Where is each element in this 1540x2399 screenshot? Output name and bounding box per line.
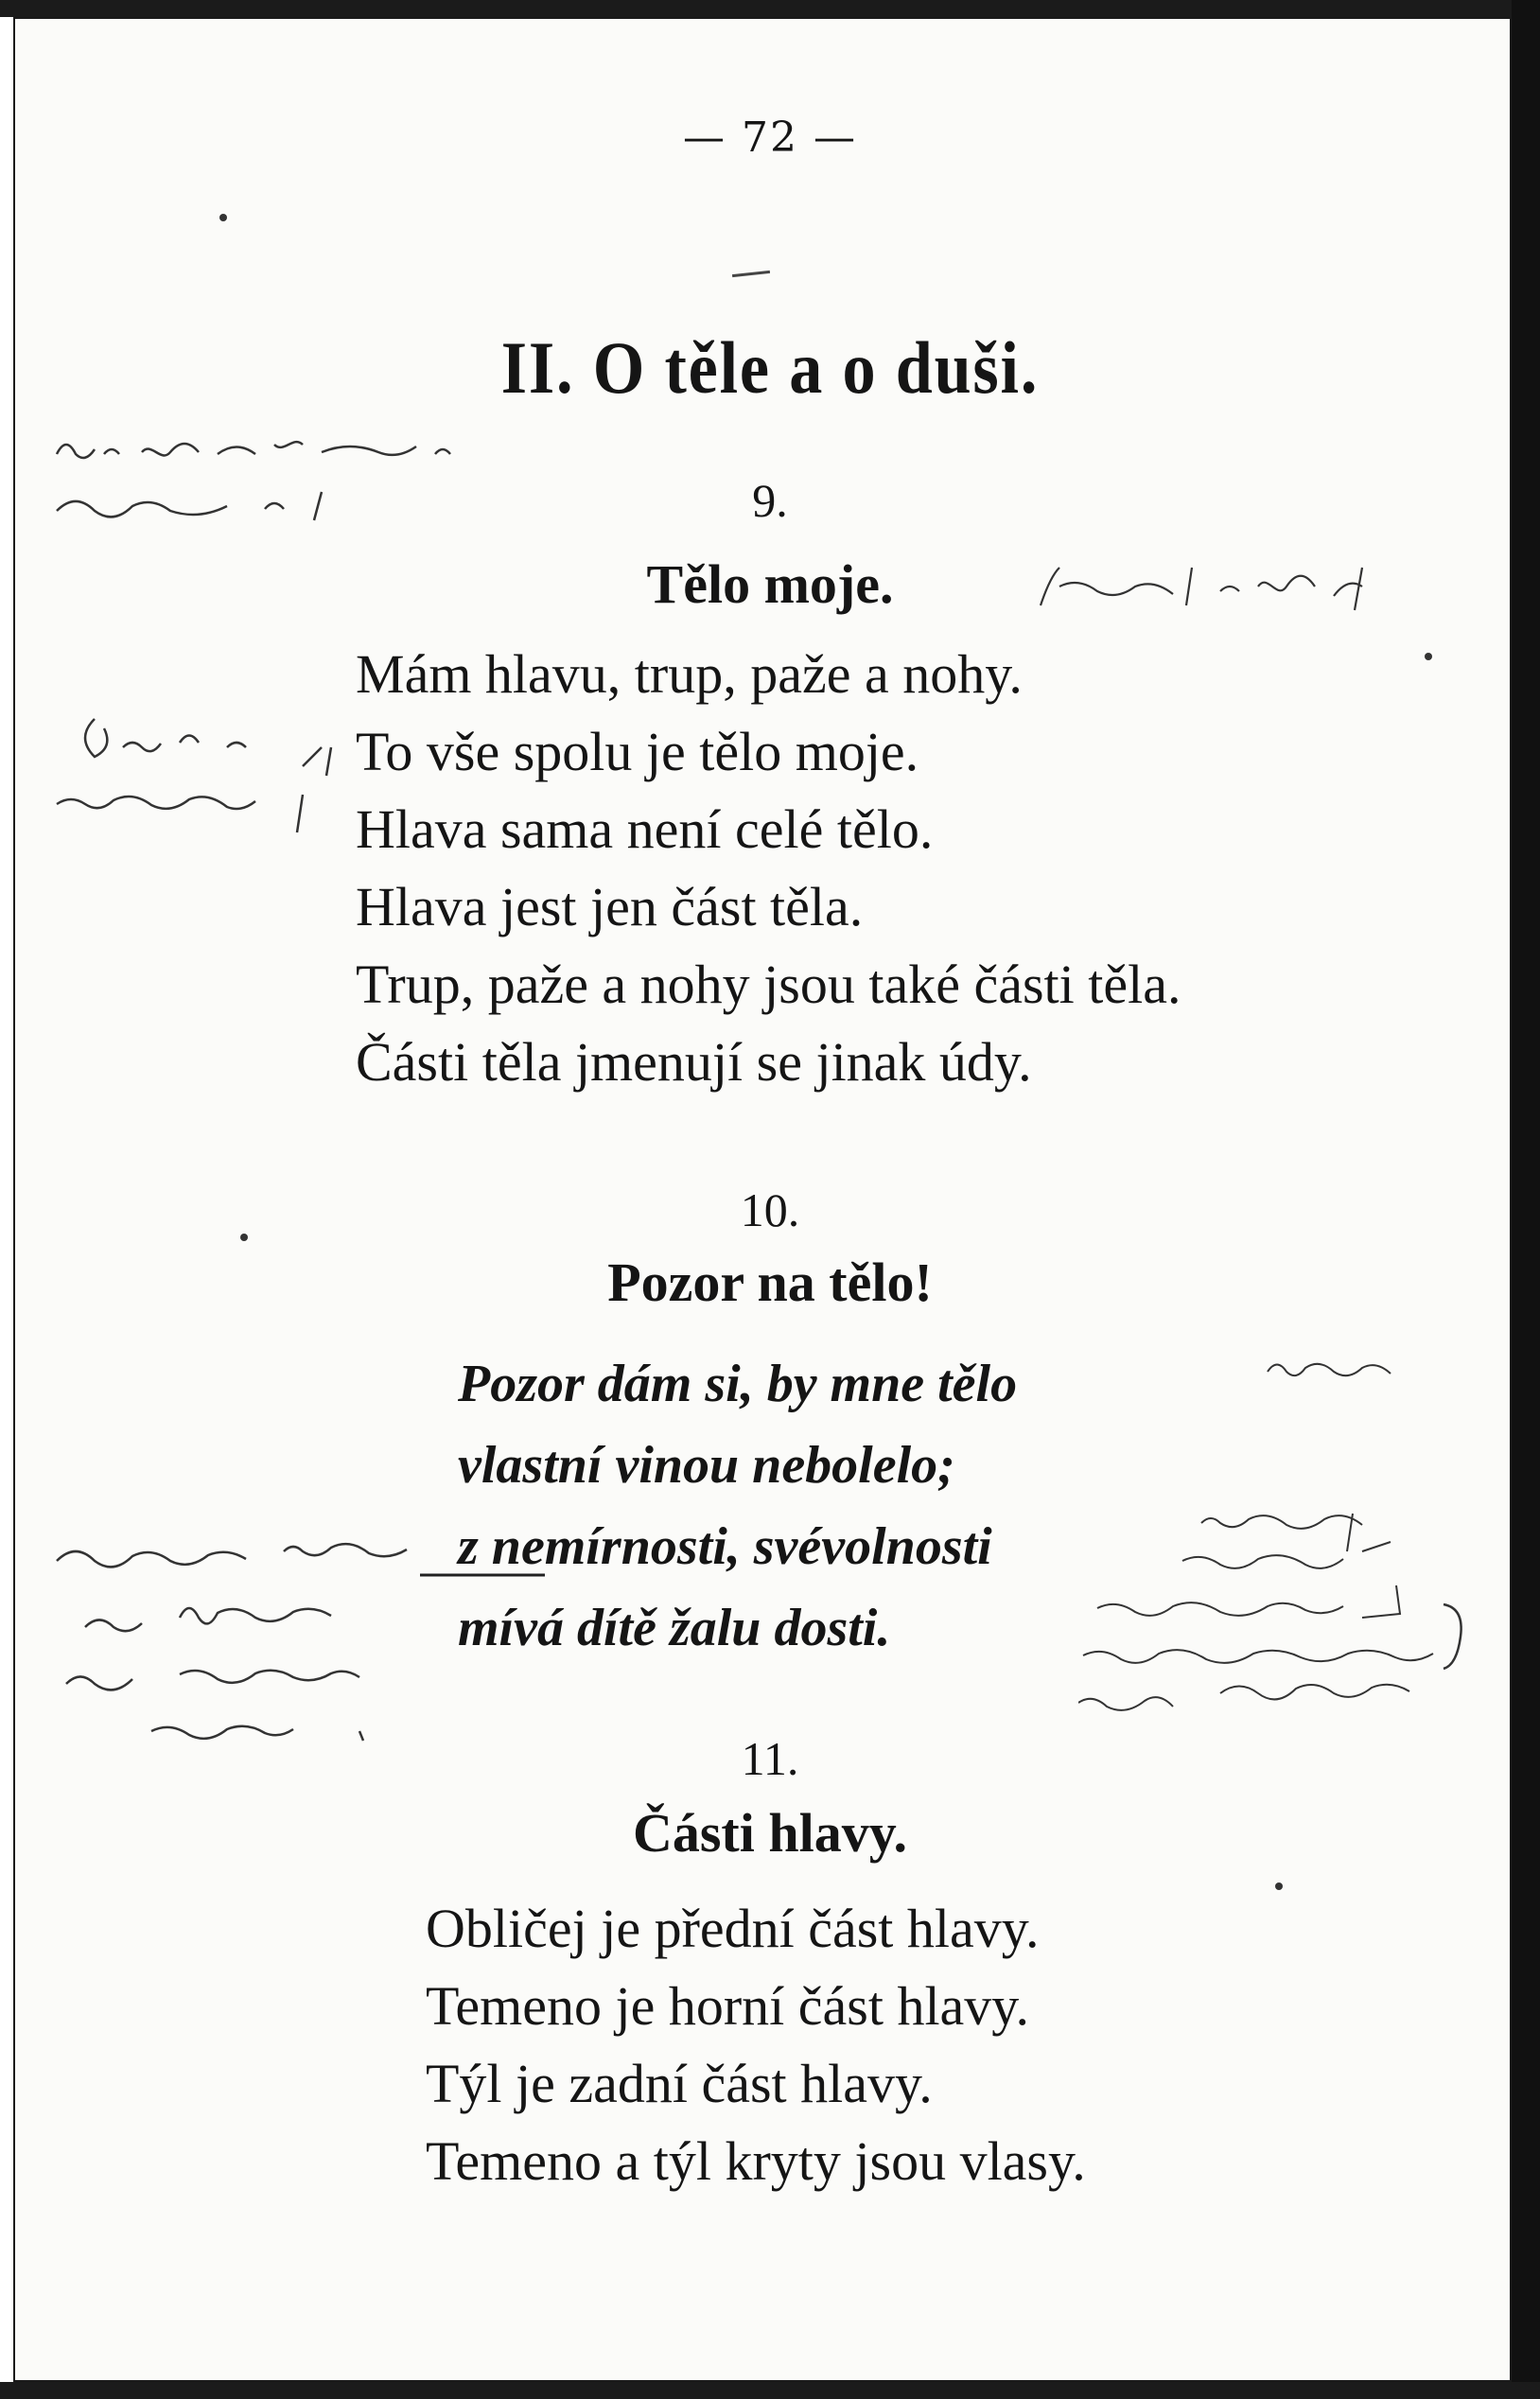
section-title: Části hlavy.: [632, 1802, 908, 1864]
section-number: 11.: [741, 1732, 799, 1785]
section-title: Pozor na tělo!: [607, 1252, 933, 1313]
text-line: Temeno a týl kryty jsou vlasy.: [426, 2130, 1086, 2192]
page-number: — 72 —: [683, 114, 857, 162]
text-line: vlastní vinou nebolelo;: [458, 1436, 955, 1495]
text-line: Temeno je horní část hlavy.: [426, 1975, 1030, 2037]
chapter-title: II. O těle a o duši.: [500, 326, 1040, 409]
text-line: Hlava jest jen část těla.: [356, 876, 864, 937]
bracket-mark: [1438, 1599, 1472, 1674]
section-number: 9.: [752, 474, 788, 527]
ink-speck: [1275, 1882, 1283, 1890]
ink-speck: [240, 1234, 248, 1241]
scan-edge-top: [0, 0, 1540, 17]
text-line: Části těla jmenují se jinak údy.: [356, 1031, 1032, 1093]
ink-speck: [219, 214, 227, 221]
handwritten-note: [38, 1514, 482, 1760]
poem-text: [458, 1343, 1017, 1669]
text-line: Trup, paže a nohy jsou také části těla.: [356, 954, 1181, 1015]
text-line: To vše spolu je tělo moje.: [356, 721, 919, 782]
text-line: Obličej je přední část hlavy.: [426, 1898, 1040, 1959]
text-line: Mám hlavu, trup, paže a nohy.: [356, 643, 1023, 705]
handwritten-note: [38, 691, 359, 842]
text-line: mívá dítě žalu dosti.: [458, 1599, 891, 1657]
section-text: [356, 636, 1181, 1101]
text-line: Týl je zadní část hlavy.: [426, 2053, 933, 2114]
handwritten-note: [1258, 1343, 1447, 1391]
section-text: [426, 1890, 1086, 2200]
text-line: Hlava sama není celé tělo.: [356, 798, 934, 860]
section-number: 10.: [740, 1183, 800, 1236]
text-line: Pozor dám si, by mne tělo: [458, 1355, 1018, 1413]
handwritten-note: [1031, 549, 1391, 624]
underline-mark: [416, 1570, 549, 1580]
section-title: Tělo moje.: [646, 553, 894, 615]
ink-speck: [1425, 653, 1432, 660]
text-line: z nemírnosti, svévolnosti: [458, 1517, 992, 1576]
scan-edge-bottom: [0, 2382, 1540, 2399]
handwritten-note: [38, 416, 624, 549]
